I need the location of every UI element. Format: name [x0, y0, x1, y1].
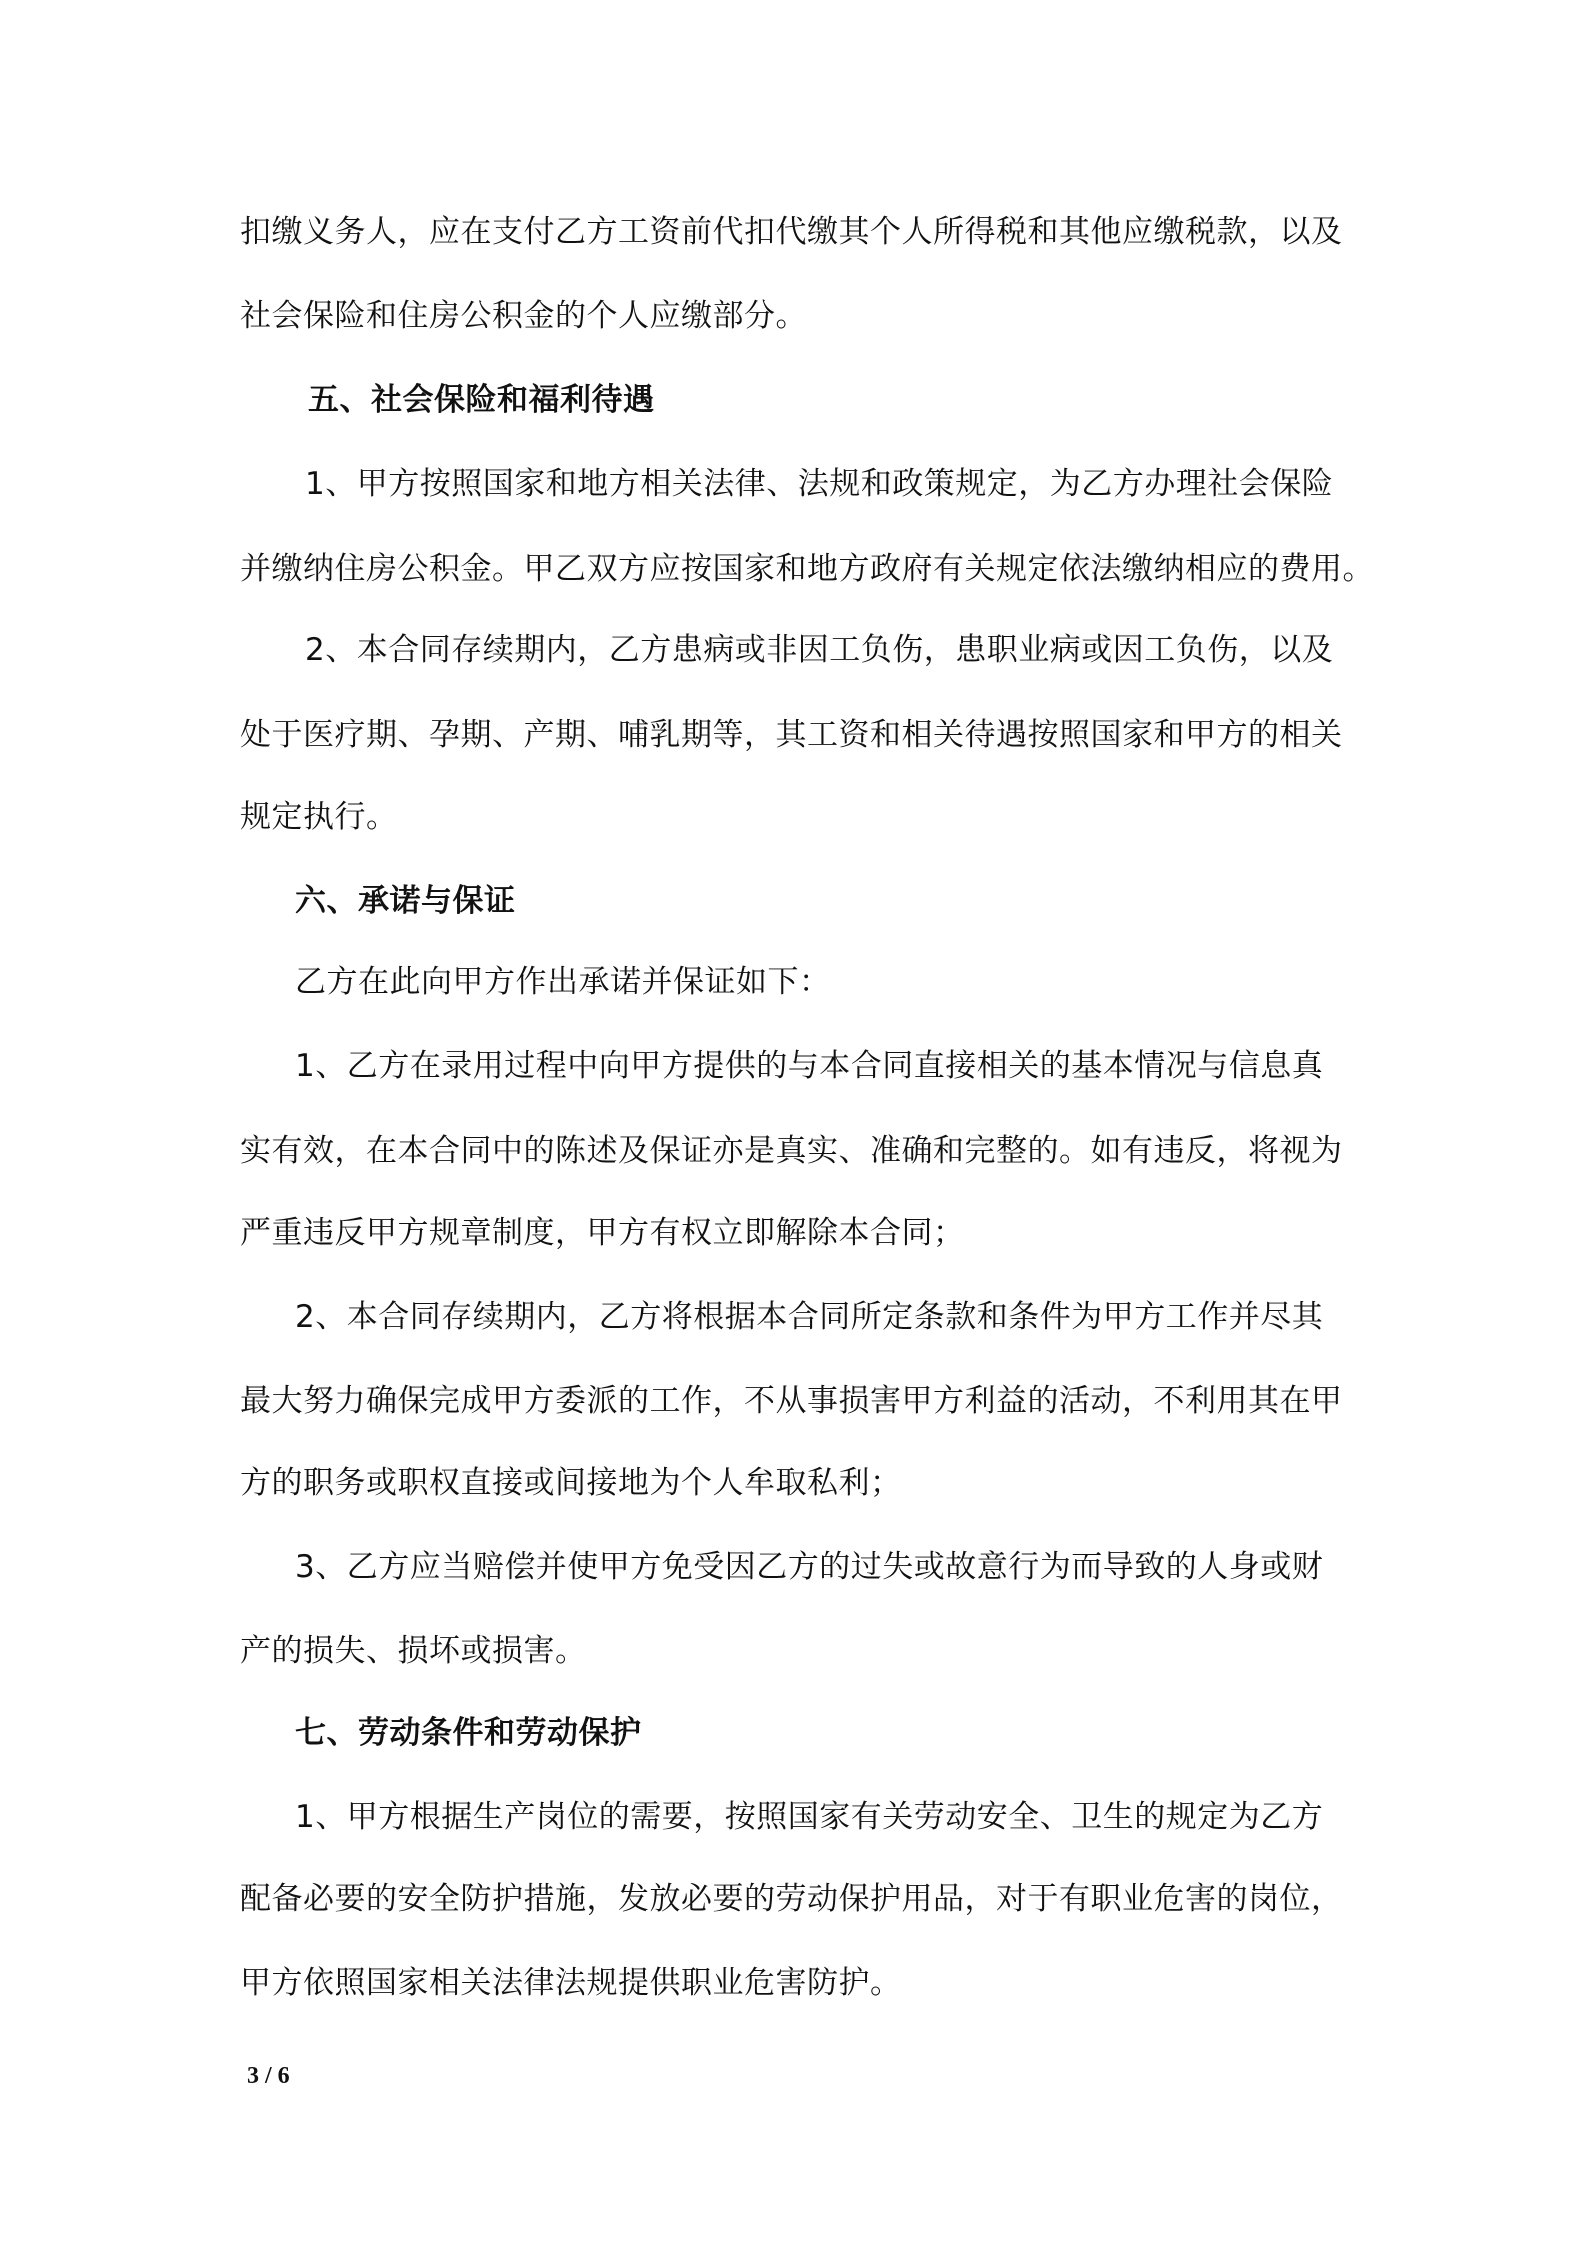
- body-text-line: 甲方依照国家相关法律法规提供职业危害防护。: [240, 1965, 902, 2001]
- page-number: 3 / 6: [247, 2063, 290, 2089]
- body-text-line: 最大努力确保完成甲方委派的工作，不从事损害甲方利益的活动，不利用其在甲: [240, 1383, 1343, 1419]
- section-heading: 五、社会保险和福利待遇: [308, 382, 655, 418]
- body-text-line: 乙方在此向甲方作出承诺并保证如下：: [295, 964, 831, 1000]
- body-text-line: 1、甲方根据生产岗位的需要，按照国家有关劳动安全、卫生的规定为乙方: [295, 1799, 1324, 1835]
- body-text-line: 2、本合同存续期内，乙方将根据本合同所定条款和条件为甲方工作并尽其: [295, 1299, 1324, 1335]
- body-text-line: 1、甲方按照国家和地方相关法律、法规和政策规定，为乙方办理社会保险: [305, 466, 1334, 502]
- body-text-line: 配备必要的安全防护措施，发放必要的劳动保护用品，对于有职业危害的岗位，: [240, 1881, 1343, 1917]
- section-heading: 七、劳动条件和劳动保护: [295, 1715, 642, 1751]
- body-text-line: 产的损失、损坏或损害。: [240, 1633, 587, 1669]
- section-heading: 六、承诺与保证: [295, 883, 516, 919]
- body-text-line: 社会保险和住房公积金的个人应缴部分。: [240, 298, 807, 334]
- body-text-line: 实有效，在本合同中的陈述及保证亦是真实、准确和完整的。如有违反，将视为: [240, 1133, 1343, 1169]
- body-text-line: 方的职务或职权直接或间接地为个人牟取私利；: [240, 1465, 902, 1501]
- body-text-line: 3、乙方应当赔偿并使甲方免受因乙方的过失或故意行为而导致的人身或财: [295, 1549, 1324, 1585]
- body-text-line: 1、乙方在录用过程中向甲方提供的与本合同直接相关的基本情况与信息真: [295, 1048, 1324, 1084]
- body-text-line: 并缴纳住房公积金。甲乙双方应按国家和地方政府有关规定依法缴纳相应的费用。: [240, 551, 1374, 587]
- body-text-line: 处于医疗期、孕期、产期、哺乳期等，其工资和相关待遇按照国家和甲方的相关: [240, 717, 1343, 753]
- body-text-line: 2、本合同存续期内，乙方患病或非因工负伤，患职业病或因工负伤，以及: [305, 632, 1334, 668]
- body-text-line: 扣缴义务人，应在支付乙方工资前代扣代缴其个人所得税和其他应缴税款，以及: [240, 214, 1343, 250]
- body-text-line: 规定执行。: [240, 799, 398, 835]
- body-text-line: 严重违反甲方规章制度，甲方有权立即解除本合同；: [240, 1215, 965, 1251]
